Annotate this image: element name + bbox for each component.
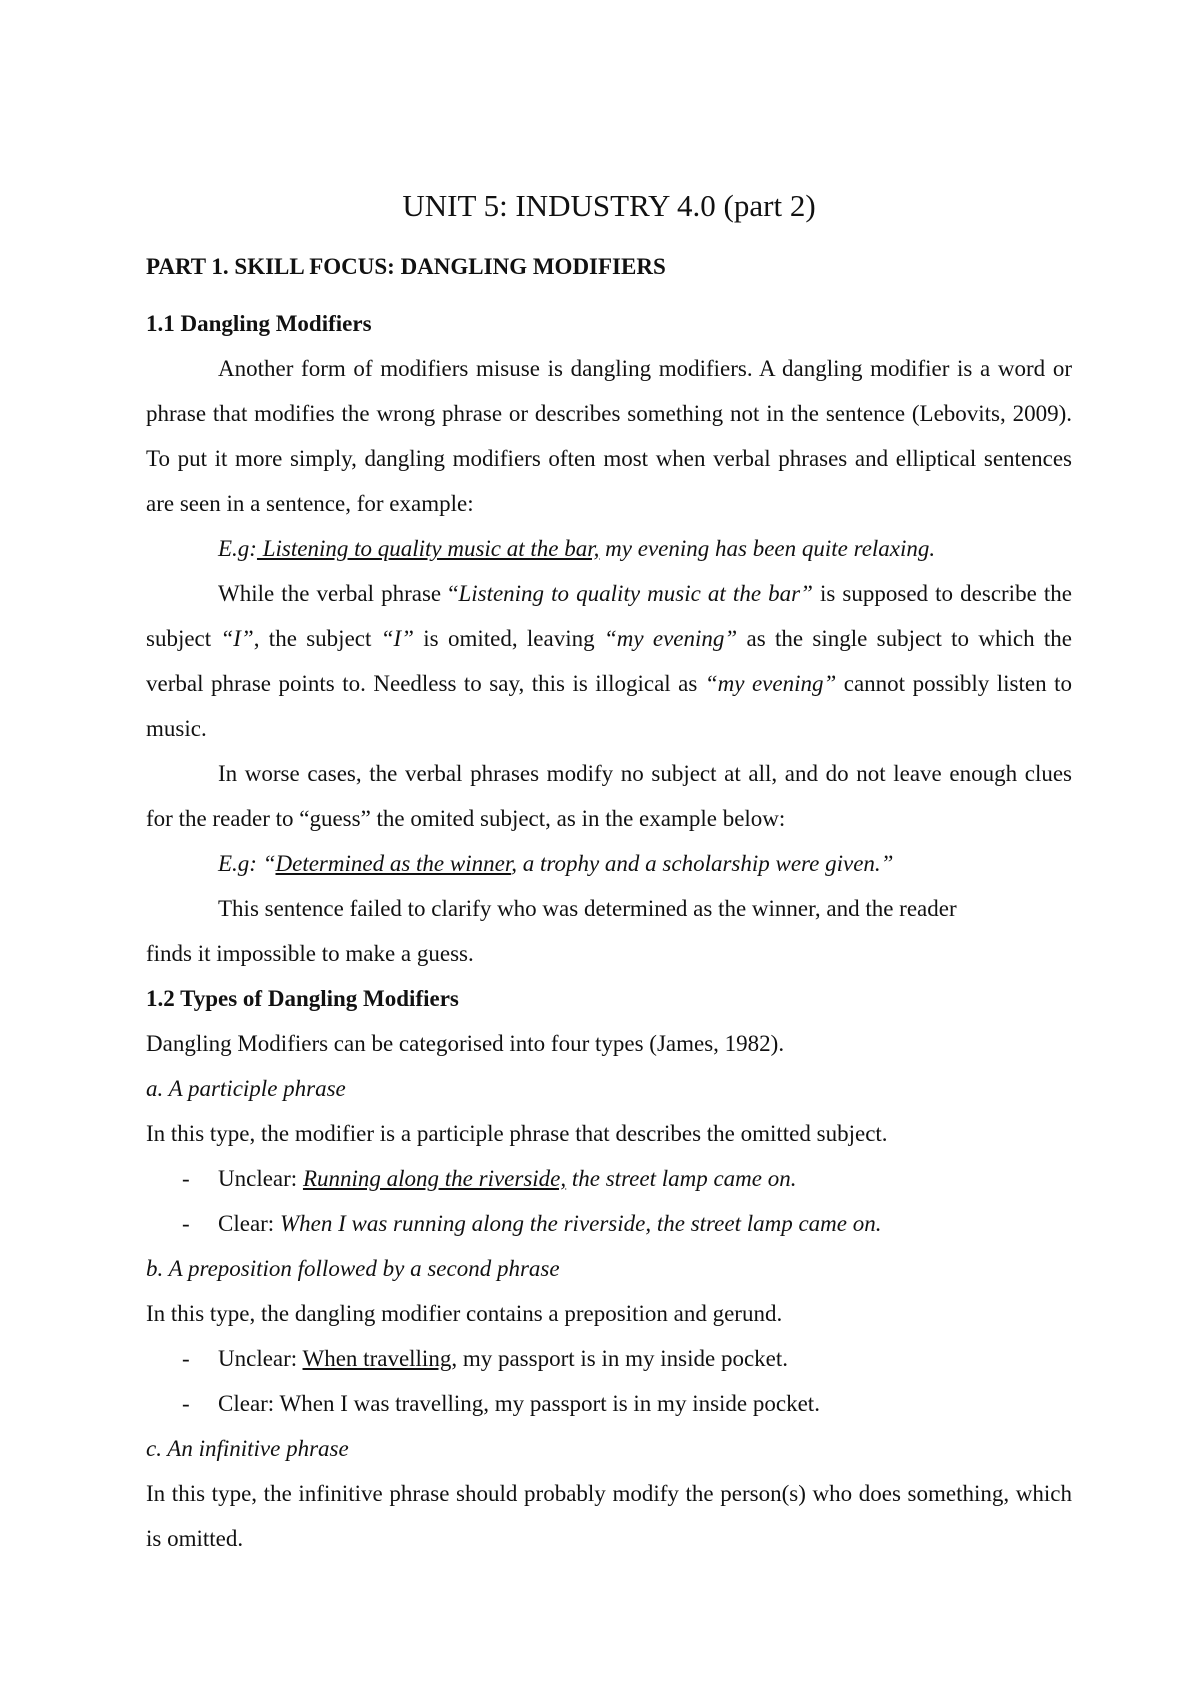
type-b-description: In this type, the dangling modifier contains a preposition and gerund. — [146, 1301, 783, 1326]
type-b-clear-text — [218, 1381, 820, 1426]
clear-label: Clear: — [218, 1391, 280, 1416]
type-a-clear-text — [218, 1201, 881, 1246]
text-run-italic: Listening to quality music at the bar” — [458, 581, 813, 606]
document-body — [146, 186, 1072, 1561]
type-a-unclear-text — [218, 1156, 797, 1201]
section-heading-1-2: 1.2 Types of Dangling Modifiers — [146, 986, 459, 1011]
unclear-label: Unclear: — [218, 1166, 303, 1191]
paragraph-worse-cases: In worse cases, the verbal phrases modify no subject at all, and do not leave enough clues for the reader to “guess” the omited subject, as in the example below: — [146, 761, 1072, 831]
text-run-italic: “my evening” — [704, 671, 837, 696]
text-run: is supposed to describe the subject — [146, 581, 1072, 651]
example-1-rest: my evening has been quite relaxing. — [599, 536, 936, 561]
unclear-rest: , my passport is in my inside pocket. — [451, 1346, 788, 1371]
type-a-clear-item — [146, 1201, 1072, 1246]
type-b-unclear-item — [146, 1336, 1072, 1381]
unit-title: UNIT 5: INDUSTRY 4.0 (part 2) — [402, 188, 816, 223]
paragraph-failed-line-2: finds it impossible to make a guess. — [146, 941, 474, 966]
example-1 — [146, 526, 1072, 571]
text-run: as the single subject to which the verbal phrase points to. Needless to say, this is illogical as — [146, 626, 1073, 696]
example-1-prefix: E.g: — [218, 536, 257, 561]
text-run: , the subject — [253, 626, 381, 651]
clear-sentence: When I was running along the riverside, the street lamp came on. — [279, 1211, 882, 1236]
example-2-rest: , a trophy and a scholarship were given.” — [511, 851, 894, 876]
dash-bullet: - — [182, 1211, 190, 1236]
dash-bullet: - — [182, 1346, 190, 1371]
text-run-italic: “I” — [380, 626, 414, 651]
unclear-underlined: When travelling — [302, 1346, 452, 1371]
paragraph-intro: Another form of modifiers misuse is dangling modifiers. A dangling modifier is a word or phrase that modifies the wrong phrase or describes something not in the sentence (Lebovits, 2009). To put it more simply, dangling modifiers often most when verbal phrases and elliptical sentences are seen in a sentence, for example: — [146, 356, 1072, 516]
text-run-italic: “my evening” — [603, 626, 738, 651]
type-b-unclear-text — [218, 1336, 788, 1381]
types-intro: Dangling Modifiers can be categorised into four types (James, 1982). — [146, 1031, 785, 1056]
text-run: cannot possibly listen to music. — [146, 671, 1072, 741]
type-c-label: c. An infinitive phrase — [146, 1436, 349, 1461]
example-2-underlined: Determined as the winner — [275, 851, 512, 876]
dash-bullet: - — [182, 1166, 190, 1191]
dash-bullet: - — [182, 1391, 190, 1416]
example-1-underlined: Listening to quality music at the bar, — [256, 536, 600, 561]
example-2 — [146, 841, 1072, 886]
clear-sentence: When I was travelling, my passport is in my inside pocket. — [279, 1391, 820, 1416]
paragraph-explanation — [146, 571, 1072, 751]
type-a-label: a. A participle phrase — [146, 1076, 346, 1101]
type-c-description: In this type, the infinitive phrase should probably modify the person(s) who does something, which is omitted. — [146, 1481, 1072, 1551]
type-b-clear-item — [146, 1381, 1072, 1426]
text-run: While the verbal phrase “ — [218, 581, 459, 606]
type-a-unclear-item — [146, 1156, 1072, 1201]
unclear-label: Unclear: — [218, 1346, 303, 1371]
example-2-prefix: E.g: “ — [218, 851, 276, 876]
text-run: is omited, leaving — [413, 626, 604, 651]
type-b-label: b. A preposition followed by a second phrase — [146, 1256, 560, 1281]
section-heading-1-1: 1.1 Dangling Modifiers — [146, 311, 372, 336]
part-heading: PART 1. SKILL FOCUS: DANGLING MODIFIERS — [146, 254, 666, 279]
clear-label: Clear: — [218, 1211, 280, 1236]
unclear-underlined: Running along the riverside, — [302, 1166, 567, 1191]
unclear-rest: the street lamp came on. — [566, 1166, 797, 1191]
type-a-description: In this type, the modifier is a participle phrase that describes the omitted subject. — [146, 1121, 888, 1146]
text-run-italic: “I” — [220, 626, 254, 651]
paragraph-failed-line-1: This sentence failed to clarify who was determined as the winner, and the reader — [218, 896, 957, 921]
